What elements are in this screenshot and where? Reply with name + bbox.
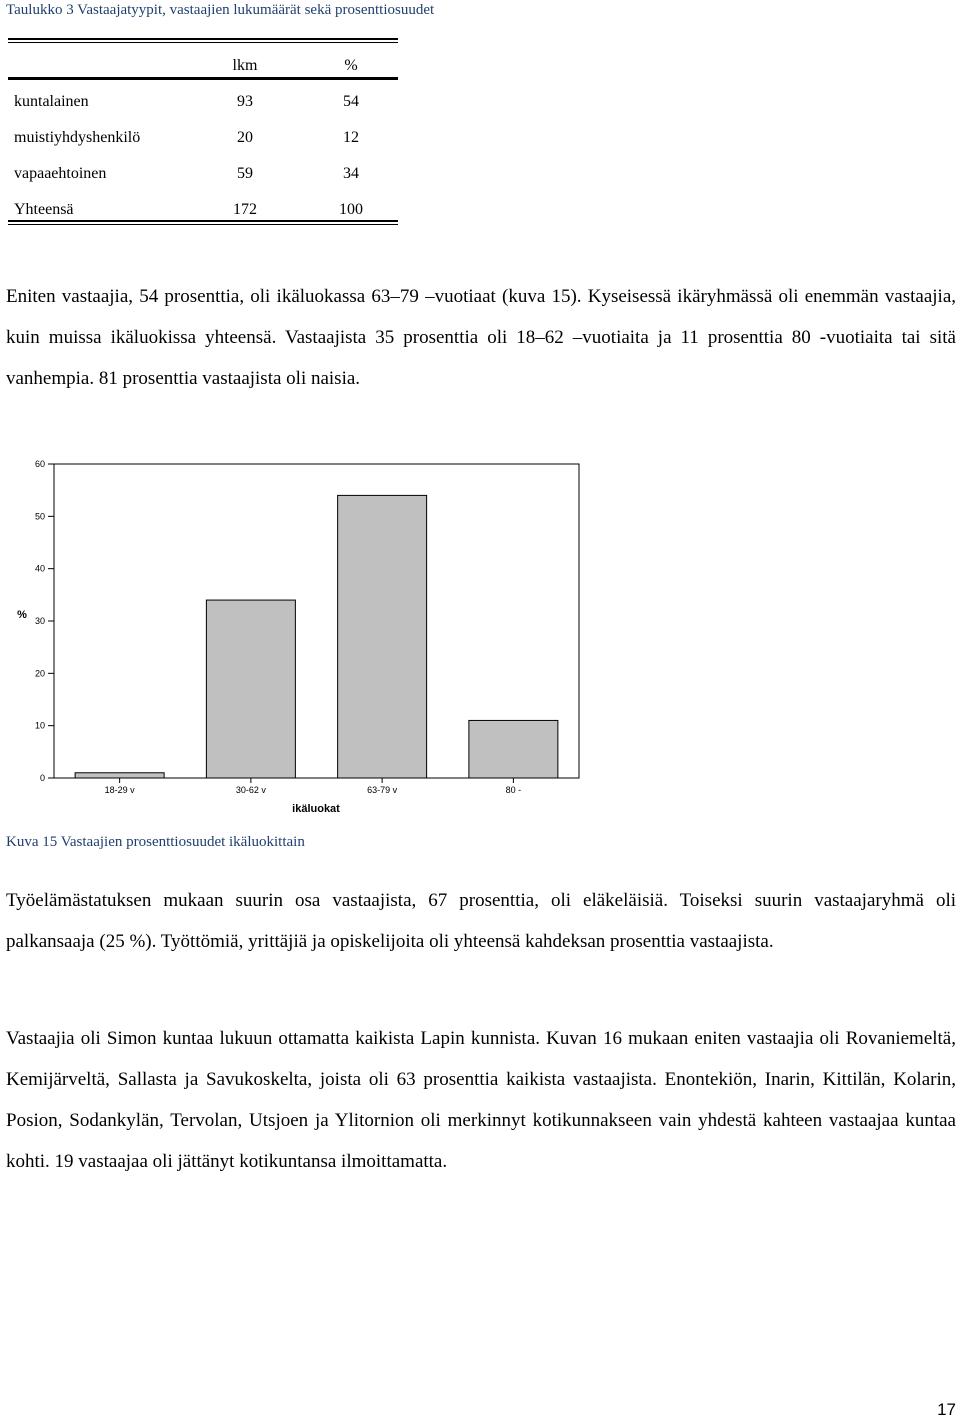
bar bbox=[206, 600, 295, 778]
paragraph-work-status: Työelämästatuksen mukaan suurin osa vastaajista, 67 prosenttia, oli eläkeläisiä. Toiseksi suurin vastaajaryhmä oli palkansaaja (25 %). Työttömiä, yrittäjiä ja opiskelijoita oli yhteensä kahdeksan prosenttia vastaajista. bbox=[6, 890, 956, 952]
row-pct: 54 bbox=[343, 93, 359, 110]
row-label: vapaaehtoinen bbox=[14, 165, 107, 182]
y-tick-label: 40 bbox=[34, 563, 45, 574]
table-header-pct: % bbox=[344, 57, 358, 74]
paragraph-municipalities: Vastaajia oli Simon kuntaa lukuun ottamatta kaikista Lapin kunnista. Kuvan 16 mukaan eniten vastaajia oli Rovaniemeltä, Kemijärveltä, Sallasta ja Savukoskelta, joista oli 63 prosenttia kaikista vastaajista. Enontekiön, Inarin, Kittilän, Kolarin, Posion, Sodankylän, Tervolan, Utsjoen ja Ylitornion oli merkinnyt kotikunnakseen vain yhdestä kahteen vastaajaa kuntaa kohti. 19 vastaajaa oli jättänyt kotikuntansa ilmoittamatta. bbox=[6, 1028, 956, 1172]
bar bbox=[469, 720, 558, 778]
age-group-bar-chart bbox=[0, 440, 600, 820]
row-pct: 34 bbox=[343, 165, 359, 182]
x-tick-label: 18-29 v bbox=[104, 785, 135, 795]
y-tick-label: 0 bbox=[39, 773, 45, 783]
x-axis-label: ikäluokat bbox=[292, 803, 340, 815]
table-top-rule bbox=[8, 38, 398, 40]
row-lkm: 172 bbox=[233, 201, 257, 218]
bar bbox=[75, 773, 164, 778]
row-lkm: 59 bbox=[237, 165, 253, 182]
table-header-rule bbox=[8, 77, 398, 80]
figure-caption: Kuva 15 Vastaajien prosenttiosuudet ikäluokittain bbox=[6, 834, 305, 850]
y-tick-label: 60 bbox=[34, 459, 45, 469]
y-axis-label: % bbox=[17, 609, 27, 621]
table-bottom-rule-2 bbox=[8, 224, 398, 225]
row-label: Yhteensä bbox=[14, 201, 74, 218]
table-top-rule-2 bbox=[8, 42, 398, 43]
x-tick-label: 30-62 v bbox=[235, 785, 266, 795]
row-pct: 12 bbox=[343, 129, 359, 146]
row-pct: 100 bbox=[339, 201, 363, 218]
row-lkm: 93 bbox=[237, 93, 253, 110]
x-tick-label: 63-79 v bbox=[367, 785, 398, 795]
row-lkm: 20 bbox=[237, 129, 253, 146]
table-caption: Taulukko 3 Vastaajatyypit, vastaajien lukumäärät sekä prosenttiosuudet bbox=[6, 2, 435, 18]
table-header-lkm: lkm bbox=[232, 57, 258, 74]
paragraph-age-groups: Eniten vastaajia, 54 prosenttia, oli ikäluokassa 63–79 –vuotiaat (kuva 15). Kyseisessä ikäryhmässä oli enemmän vastaajia, kuin muissa ikäluokissa yhteensä. Vastaajista 35 prosenttia oli 18–62 –vuotiaita ja 11 prosenttia 80 -vuotiaita tai sitä vanhempia. 81 prosenttia vastaajista oli naisia. bbox=[6, 286, 956, 389]
row-label: kuntalainen bbox=[14, 93, 89, 110]
page-number: 17 bbox=[937, 1400, 956, 1419]
y-tick-label: 10 bbox=[34, 720, 45, 731]
x-tick-label: 80 - bbox=[505, 785, 522, 795]
row-label: muistiyhdyshenkilö bbox=[14, 129, 141, 146]
y-tick-label: 20 bbox=[34, 668, 45, 679]
bar bbox=[338, 495, 427, 778]
y-tick-label: 30 bbox=[34, 616, 45, 626]
y-tick-label: 50 bbox=[34, 511, 45, 522]
table-bottom-rule bbox=[8, 220, 398, 222]
